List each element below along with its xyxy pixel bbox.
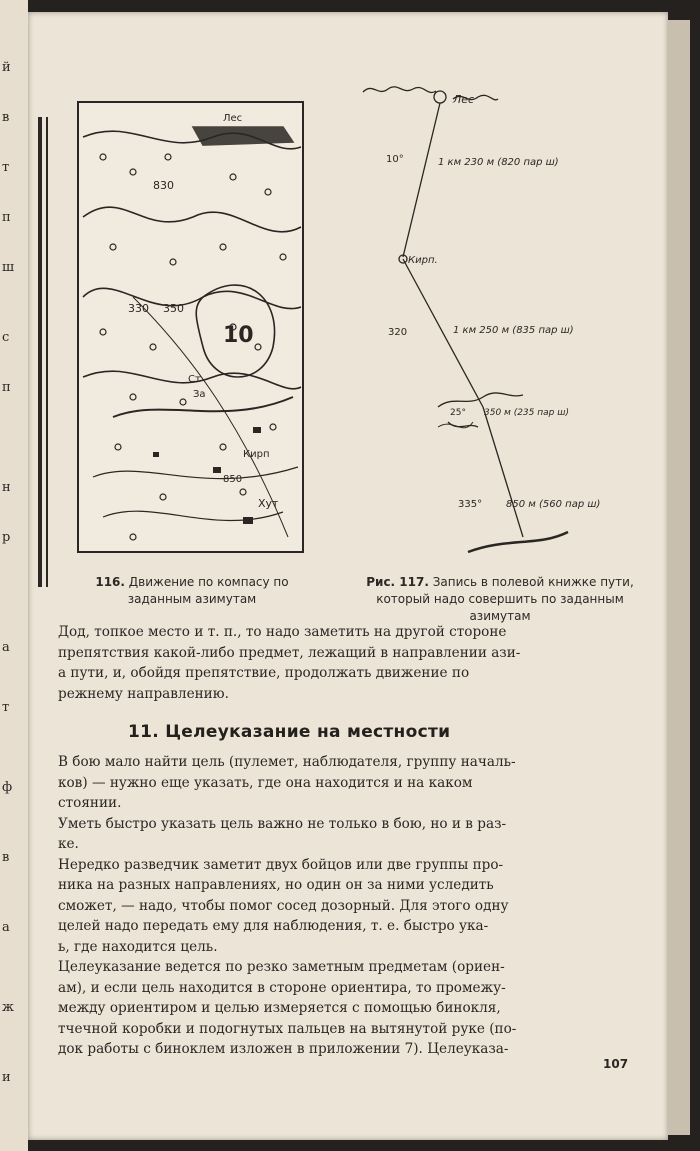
map-label: 830 — [153, 179, 174, 192]
figure-116-map — [73, 97, 308, 567]
map-label: Хут — [258, 497, 279, 510]
figure-117-route — [358, 77, 648, 567]
route-azimuth-4: 335° — [458, 499, 483, 510]
page-stack-edge — [668, 20, 690, 1135]
text-line: ника на разных направлениях, но один он за ними уследить — [58, 877, 494, 893]
adjacent-page-edge — [0, 0, 28, 1151]
adjacent-page-fragment: ж — [2, 1000, 14, 1015]
text-line: ков) — нужно еще указать, где она находится и на каком — [58, 774, 473, 791]
adjacent-page-fragment: а — [2, 640, 10, 655]
text-line: сможет, — надо, чтобы помог сосед дозорный. Для этого одну — [58, 897, 509, 914]
route-segment-4: 850 м (560 пар ш) — [506, 499, 601, 510]
text-line: режнему направлению. — [58, 685, 229, 702]
route-segment-3: 350 м (235 пар ш) — [484, 408, 569, 418]
figure-117-caption — [350, 574, 650, 625]
text-line: Целеуказание ведется по резко заметным предметам (ориен- — [58, 959, 505, 975]
route-segment-1: 1 км 230 м (820 пар ш) — [438, 157, 559, 168]
adjacent-page-fragment: й — [2, 60, 11, 75]
adjacent-page-fragment: р — [2, 530, 11, 545]
map-label: Кирп — [243, 449, 270, 460]
map-label: Ст — [188, 374, 201, 385]
adjacent-page-fragment: п — [2, 380, 11, 395]
caption-number: 116. — [95, 575, 125, 589]
adjacent-page-fragment: н — [2, 480, 11, 495]
paragraph-obstacle — [58, 622, 630, 704]
adjacent-page-fragment: п — [2, 210, 11, 225]
route-segment-2: 1 км 250 м (835 пар ш) — [453, 325, 574, 336]
map-label: 10 — [223, 323, 254, 348]
text-line: док работы с биноклем изложен в приложении 7). Целеуказа- — [58, 1041, 509, 1057]
text-line: ь, где находится цель. — [58, 938, 218, 955]
text-line: Дод, топкое место и т. п., то надо заметить на другой стороне — [58, 624, 507, 640]
adjacent-page-fragment: т — [2, 160, 10, 175]
route-label-forest: Лес — [453, 93, 475, 106]
adjacent-page-fragment: и — [2, 1070, 11, 1085]
book-page — [28, 12, 668, 1140]
page-number: 107 — [603, 1057, 629, 1071]
margin-rule — [38, 117, 42, 587]
adjacent-page-fragment: а — [2, 920, 10, 935]
adjacent-page-fragment: в — [2, 110, 10, 125]
text-line: целей надо передать ему для наблюдения, т. е. быстро ука- — [58, 918, 489, 934]
map-label: 850 — [223, 474, 243, 485]
text-line: препятствия какой-либо предмет, лежащий в направлении ази- — [58, 644, 521, 661]
map-label: 330 — [128, 302, 149, 315]
text-line: ам), и если цель находится в стороне ориентира, то промежу- — [58, 979, 506, 996]
text-line: Нередко разведчик заметит двух бойцов или две группы про- — [58, 856, 504, 873]
section-heading: 11. Целеуказание на местности — [128, 722, 451, 742]
caption-text: Движение по компасу по заданным азимутам — [127, 575, 289, 606]
map-label: Лес — [223, 113, 243, 124]
text-line: тчечной коробки и подогнутых пальцев на вытянутой руке (по- — [58, 1020, 517, 1037]
map-label: За — [193, 389, 206, 400]
route-azimuth-3: 25° — [450, 408, 466, 418]
figure-116-caption — [72, 574, 312, 608]
caption-text: Запись в полевой книжке пути, который надо совершить по заданным азимутам — [376, 575, 634, 623]
route-azimuth-1: 10° — [386, 154, 404, 165]
text-line: а пути, и, обойдя препятствие, продолжать движение по — [58, 665, 470, 681]
map-label: 350 — [163, 302, 184, 315]
adjacent-page-fragment: т — [2, 700, 10, 715]
adjacent-page-fragment: ф — [2, 780, 13, 795]
adjacent-page-fragment: в — [2, 850, 10, 865]
adjacent-page-fragment: ш — [2, 260, 15, 275]
text-line: ке. — [58, 836, 79, 852]
paragraph-target-designation — [58, 752, 630, 1060]
caption-number: Рис. 117. — [366, 575, 429, 589]
text-line: между ориентиром и целью измеряется с помощью бинокля, — [58, 1000, 501, 1016]
route-azimuth-2: 320 — [388, 327, 408, 338]
route-label-kirp: Кирп. — [408, 255, 438, 266]
text-line: стоянии. — [58, 795, 122, 811]
margin-rule — [46, 117, 48, 587]
adjacent-page-fragment: с — [2, 330, 10, 345]
text-line: Уметь быстро указать цель важно не только в бою, но и в раз- — [58, 815, 507, 832]
text-line: В бою мало найти цель (пулемет, наблюдателя, группу началь- — [58, 754, 516, 770]
